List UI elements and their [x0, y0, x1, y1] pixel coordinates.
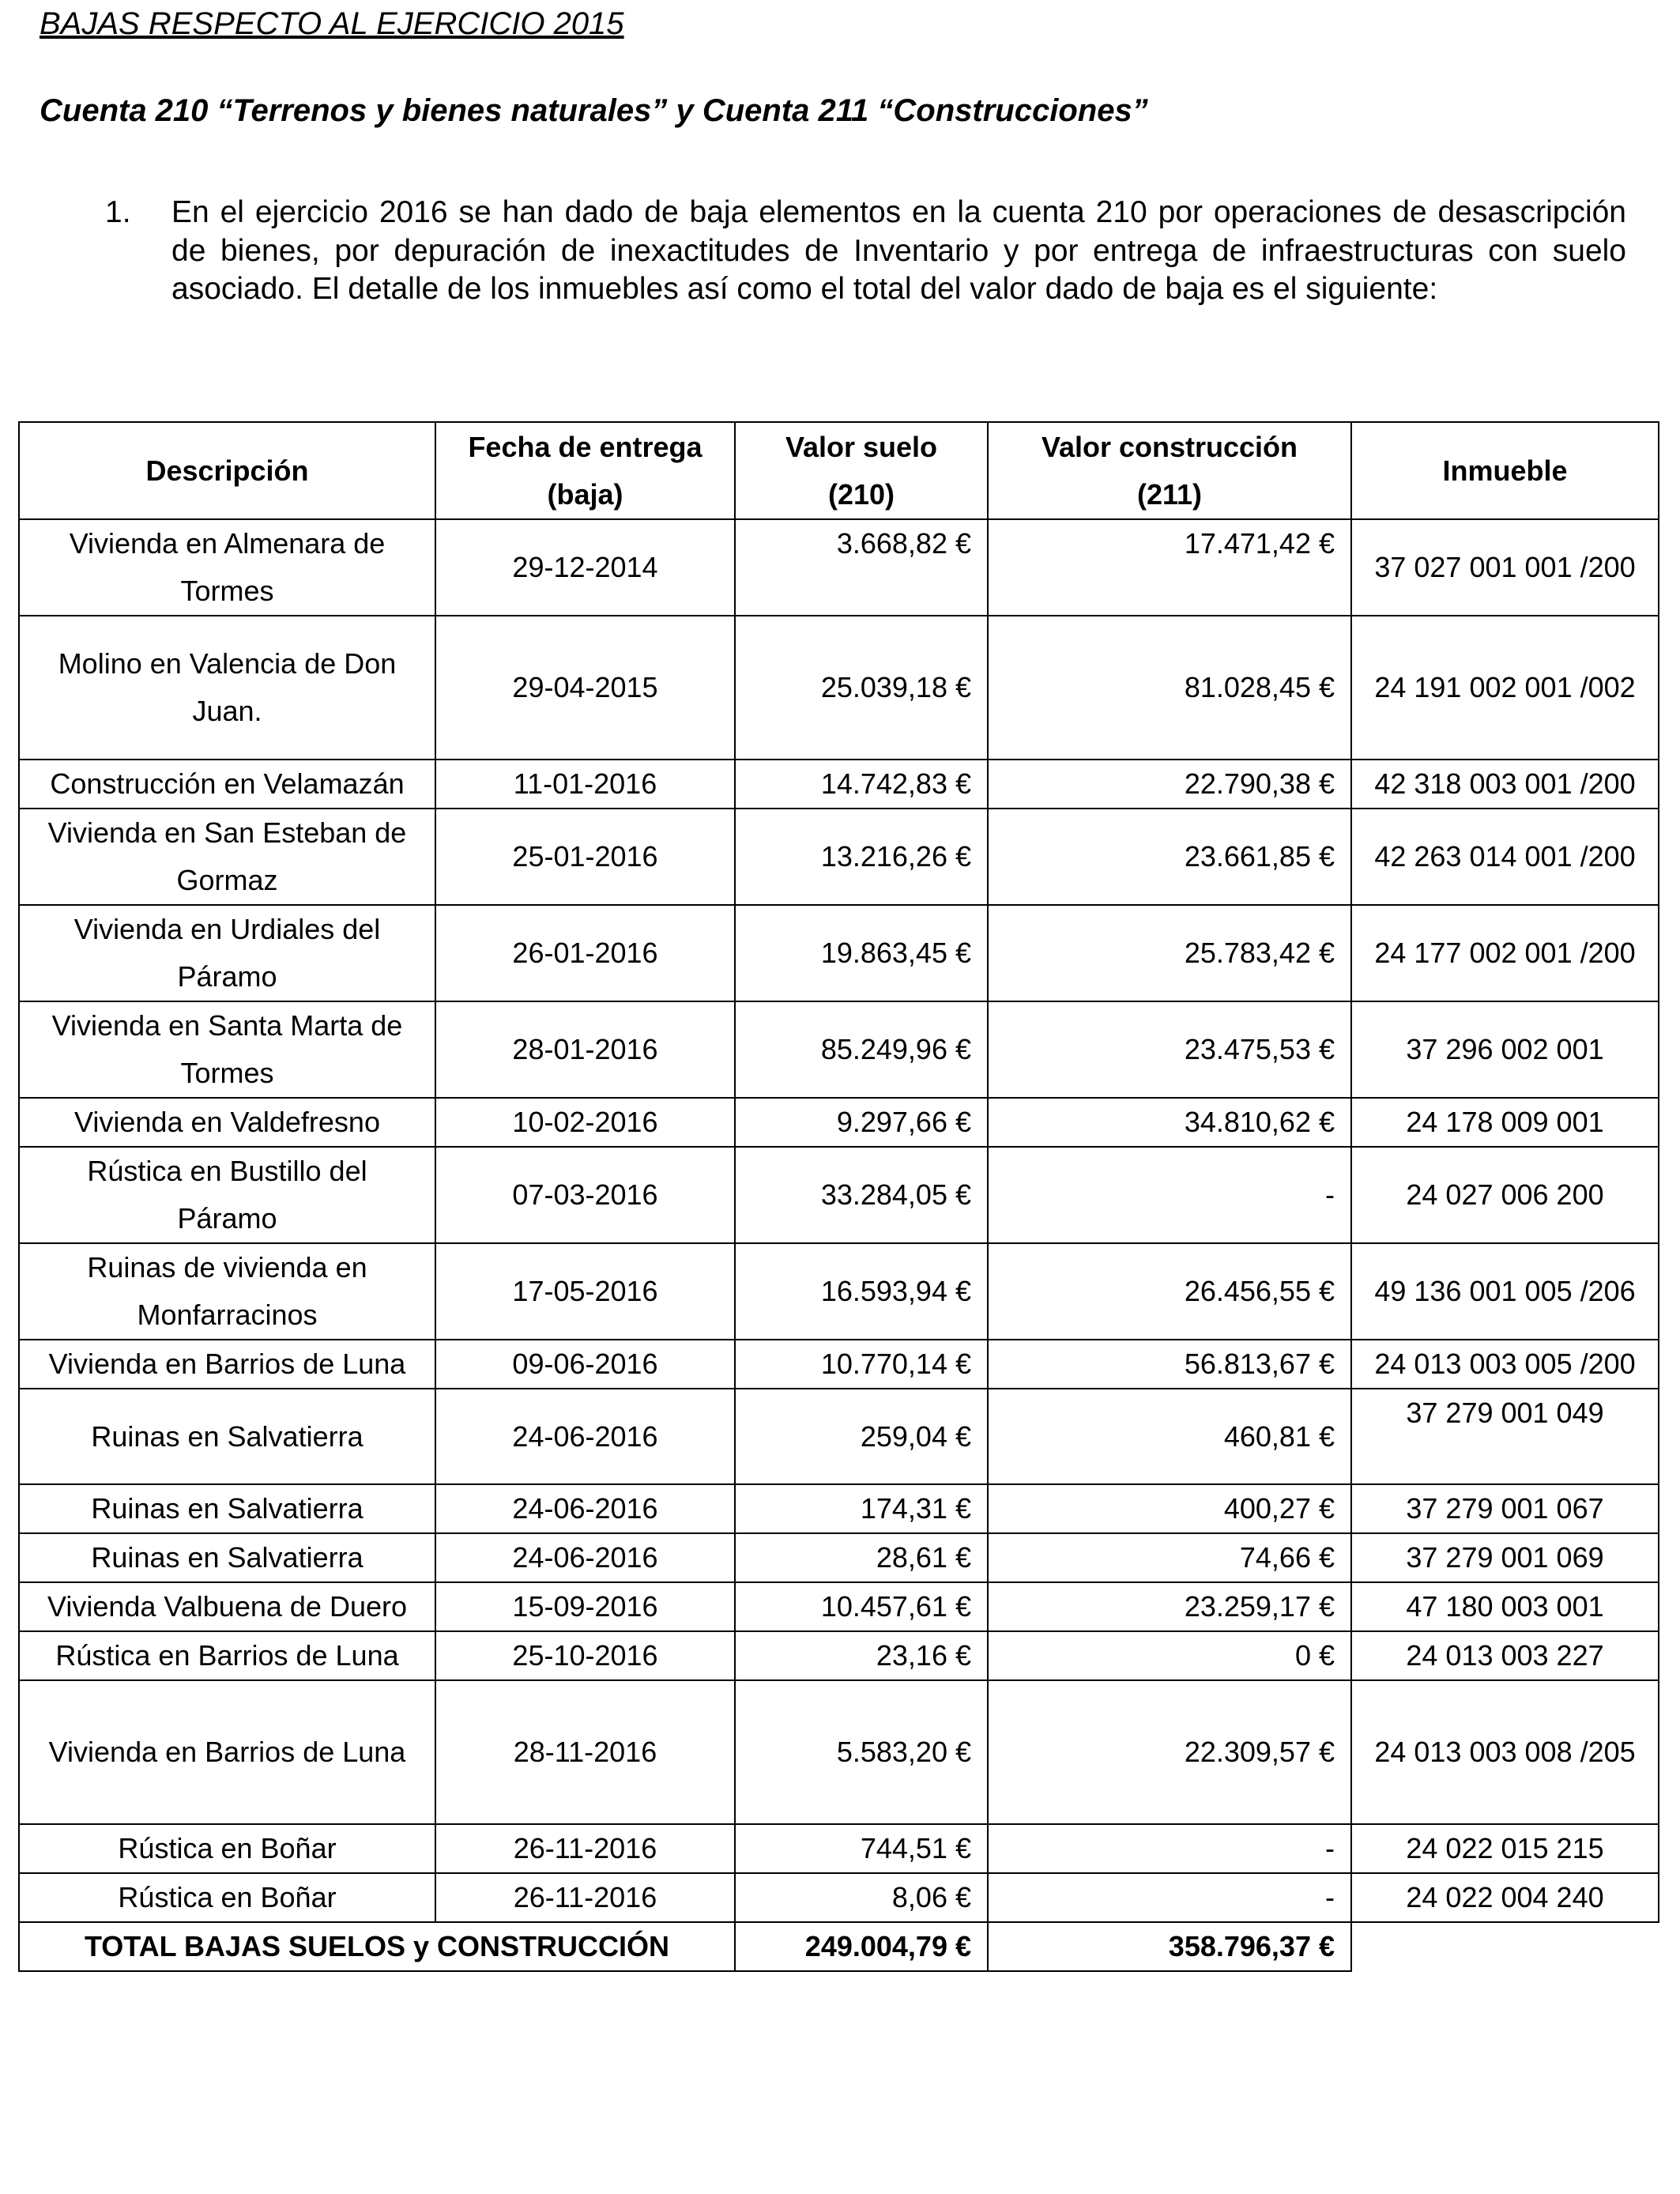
cell-fecha: 09-06-2016 [435, 1340, 735, 1389]
desc-line2: Gormaz [176, 864, 278, 896]
cell-suelo: 28,61 € [735, 1533, 988, 1582]
cell-fecha: 15-09-2016 [435, 1582, 735, 1631]
cell-construccion: - [988, 1824, 1351, 1873]
cell-construccion: 56.813,67 € [988, 1340, 1351, 1389]
table-row [19, 1873, 1659, 1922]
desc-line2: Páramo [177, 1202, 277, 1235]
cell-descripcion [19, 1389, 435, 1484]
cell-descripcion [19, 616, 435, 760]
cell-inmueble: 49 136 001 005 /206 [1351, 1243, 1659, 1340]
header-inmueble: Inmueble [1351, 422, 1659, 519]
cell-inmueble: 24 178 009 001 [1351, 1098, 1659, 1147]
cell-suelo: 14.742,83 € [735, 760, 988, 809]
cell-inmueble: 24 013 003 008 /205 [1351, 1680, 1659, 1824]
desc-line1: Vivienda en Barrios de Luna [48, 1348, 406, 1380]
header-fecha [435, 422, 735, 519]
cell-construccion: 26.456,55 € [988, 1243, 1351, 1340]
cell-descripcion [19, 809, 435, 905]
cell-suelo: 744,51 € [735, 1824, 988, 1873]
cell-inmueble: 47 180 003 001 [1351, 1582, 1659, 1631]
total-label: TOTAL BAJAS SUELOS y CONSTRUCCIÓN [19, 1922, 735, 1971]
cell-construccion: 22.790,38 € [988, 760, 1351, 809]
desc-line2: Tormes [180, 575, 274, 607]
header-suelo [735, 422, 988, 519]
cell-suelo: 25.039,18 € [735, 616, 988, 760]
desc-line1: Vivienda en Barrios de Luna [48, 1736, 406, 1768]
cell-fecha: 24-06-2016 [435, 1389, 735, 1484]
header-construccion-line1: Valor construcción [1041, 430, 1298, 463]
cell-descripcion [19, 760, 435, 809]
desc-line2: Monfarracinos [137, 1299, 318, 1331]
cell-construccion: 23.475,53 € [988, 1001, 1351, 1098]
cell-construccion: 23.661,85 € [988, 809, 1351, 905]
cell-construccion: 400,27 € [988, 1484, 1351, 1533]
table-row [19, 616, 1659, 760]
cell-fecha: 24-06-2016 [435, 1533, 735, 1582]
desc-line1: Ruinas de vivienda en [87, 1251, 367, 1284]
cell-descripcion [19, 1098, 435, 1147]
desc-line1: Ruinas en Salvatierra [91, 1492, 363, 1525]
cell-inmueble: 37 296 002 001 [1351, 1001, 1659, 1098]
table-row [19, 809, 1659, 905]
cell-descripcion [19, 1340, 435, 1389]
cell-construccion: - [988, 1873, 1351, 1922]
desc-line1: Vivienda en Urdiales del [73, 913, 381, 945]
cell-suelo: 85.249,96 € [735, 1001, 988, 1098]
cell-fecha: 25-10-2016 [435, 1631, 735, 1680]
cell-suelo: 19.863,45 € [735, 905, 988, 1001]
table-row [19, 1533, 1659, 1582]
cell-descripcion [19, 1147, 435, 1243]
cell-descripcion [19, 1824, 435, 1873]
cell-descripcion [19, 1680, 435, 1824]
cell-inmueble: 37 027 001 001 /200 [1351, 519, 1659, 616]
cell-construccion: 81.028,45 € [988, 616, 1351, 760]
desc-line1: Rústica en Bustillo del [87, 1155, 367, 1187]
cell-fecha: 26-11-2016 [435, 1824, 735, 1873]
table-row [19, 1631, 1659, 1680]
table-row [19, 1389, 1659, 1484]
header-construccion-line2: (211) [1136, 477, 1203, 511]
cell-construccion: 74,66 € [988, 1533, 1351, 1582]
intro-paragraph [105, 194, 1626, 309]
cell-descripcion [19, 1533, 435, 1582]
cell-suelo: 174,31 € [735, 1484, 988, 1533]
table-row [19, 905, 1659, 1001]
cell-fecha: 26-11-2016 [435, 1873, 735, 1922]
desc-line2: Tormes [180, 1057, 274, 1089]
cell-suelo: 23,16 € [735, 1631, 988, 1680]
desc-line1: Vivienda Valbuena de Duero [47, 1590, 407, 1623]
cell-inmueble: 37 279 001 069 [1351, 1533, 1659, 1582]
bajas-table [18, 421, 1659, 1972]
header-descripcion: Descripción [19, 422, 435, 519]
paragraph-text: En el ejercicio 2016 se han dado de baja elementos en la cuenta 210 por operaciones de desascripción de bienes, por depuración de inexactitudes de Inventario y por entrega de infraestructuras con suelo asociado. El detalle de los inmuebles así como el total del valor dado de baja es el siguiente: [171, 195, 1626, 306]
cell-suelo: 3.668,82 € [735, 519, 988, 616]
table-row [19, 1243, 1659, 1340]
cell-construccion: - [988, 1147, 1351, 1243]
cell-fecha: 26-01-2016 [435, 905, 735, 1001]
cell-fecha: 24-06-2016 [435, 1484, 735, 1533]
desc-line1: Vivienda en Valdefresno [74, 1106, 380, 1138]
total-construccion: 358.796,37 € [988, 1922, 1351, 1971]
header-suelo-line1: Valor suelo [785, 430, 938, 463]
cell-fecha: 28-01-2016 [435, 1001, 735, 1098]
cell-inmueble: 24 177 002 001 /200 [1351, 905, 1659, 1001]
cell-descripcion [19, 1243, 435, 1340]
cell-descripcion [19, 905, 435, 1001]
cell-suelo: 8,06 € [735, 1873, 988, 1922]
cell-fecha: 17-05-2016 [435, 1243, 735, 1340]
desc-line1: Molino en Valencia de Don [58, 647, 397, 680]
cell-suelo: 259,04 € [735, 1389, 988, 1484]
cell-inmueble: 24 013 003 005 /200 [1351, 1340, 1659, 1389]
header-suelo-line2: (210) [827, 477, 895, 511]
desc-line1: Ruinas en Salvatierra [91, 1419, 363, 1453]
cell-suelo: 33.284,05 € [735, 1147, 988, 1243]
cell-inmueble: 42 318 003 001 /200 [1351, 760, 1659, 809]
cell-inmueble: 24 022 015 215 [1351, 1824, 1659, 1873]
cell-construccion: 34.810,62 € [988, 1098, 1351, 1147]
desc-line1: Vivienda en San Esteban de [47, 816, 407, 849]
desc-line1: Rústica en Barrios de Luna [55, 1639, 399, 1672]
cell-descripcion [19, 519, 435, 616]
table-row [19, 1147, 1659, 1243]
cell-fecha: 25-01-2016 [435, 809, 735, 905]
cell-inmueble: 24 022 004 240 [1351, 1873, 1659, 1922]
desc-line1: Rústica en Boñar [118, 1832, 337, 1864]
cell-inmueble: 24 027 006 200 [1351, 1147, 1659, 1243]
desc-line1: Vivienda en Santa Marta de [51, 1009, 403, 1042]
cell-construccion: 23.259,17 € [988, 1582, 1351, 1631]
table-row [19, 1001, 1659, 1098]
cell-suelo: 10.457,61 € [735, 1582, 988, 1631]
header-fecha-line1: Fecha de entrega [468, 430, 703, 463]
cell-suelo: 13.216,26 € [735, 809, 988, 905]
desc-line1: Construcción en Velamazán [50, 767, 405, 800]
desc-line2: Páramo [177, 960, 277, 993]
header-fecha-line2: (baja) [547, 477, 623, 511]
cell-inmueble: 24 013 003 227 [1351, 1631, 1659, 1680]
table-row [19, 1340, 1659, 1389]
total-suelo: 249.004,79 € [735, 1922, 988, 1971]
cell-descripcion [19, 1484, 435, 1533]
table-row [19, 1824, 1659, 1873]
section-heading: BAJAS RESPECTO AL EJERCICIO 2015 [40, 6, 624, 41]
cell-construccion: 22.309,57 € [988, 1680, 1351, 1824]
desc-line1: Ruinas en Salvatierra [91, 1541, 363, 1574]
table-row [19, 1680, 1659, 1824]
desc-line1: Rústica en Boñar [118, 1881, 337, 1913]
table-row [19, 519, 1659, 616]
cell-construccion: 17.471,42 € [988, 519, 1351, 616]
table-row [19, 1484, 1659, 1533]
cell-descripcion [19, 1582, 435, 1631]
cell-fecha: 29-12-2014 [435, 519, 735, 616]
desc-line1: Vivienda en Almenara de [69, 527, 386, 560]
cell-suelo: 10.770,14 € [735, 1340, 988, 1389]
table-row [19, 760, 1659, 809]
cell-inmueble: 37 279 001 067 [1351, 1484, 1659, 1533]
table-row [19, 1582, 1659, 1631]
total-row [19, 1922, 1659, 1971]
cell-construccion: 460,81 € [988, 1389, 1351, 1484]
account-subheading: Cuenta 210 “Terrenos y bienes naturales” y Cuenta 211 “Construcciones” [40, 93, 1148, 128]
cell-construccion: 0 € [988, 1631, 1351, 1680]
cell-descripcion [19, 1873, 435, 1922]
cell-construccion: 25.783,42 € [988, 905, 1351, 1001]
cell-inmueble: 42 263 014 001 /200 [1351, 809, 1659, 905]
cell-fecha: 11-01-2016 [435, 760, 735, 809]
cell-descripcion [19, 1001, 435, 1098]
paragraph-number: 1. [105, 195, 131, 229]
table-header-row [19, 422, 1659, 519]
total-blank-cell [1351, 1922, 1659, 1971]
cell-inmueble: 37 279 001 049 [1351, 1389, 1659, 1484]
cell-fecha: 28-11-2016 [435, 1680, 735, 1824]
cell-fecha: 10-02-2016 [435, 1098, 735, 1147]
cell-suelo: 9.297,66 € [735, 1098, 988, 1147]
cell-suelo: 16.593,94 € [735, 1243, 988, 1340]
header-construccion [988, 422, 1351, 519]
cell-inmueble: 24 191 002 001 /002 [1351, 616, 1659, 760]
desc-line2: Juan. [192, 695, 262, 727]
cell-descripcion [19, 1631, 435, 1680]
cell-fecha: 29-04-2015 [435, 616, 735, 760]
table-row [19, 1098, 1659, 1147]
cell-suelo: 5.583,20 € [735, 1680, 988, 1824]
cell-fecha: 07-03-2016 [435, 1147, 735, 1243]
